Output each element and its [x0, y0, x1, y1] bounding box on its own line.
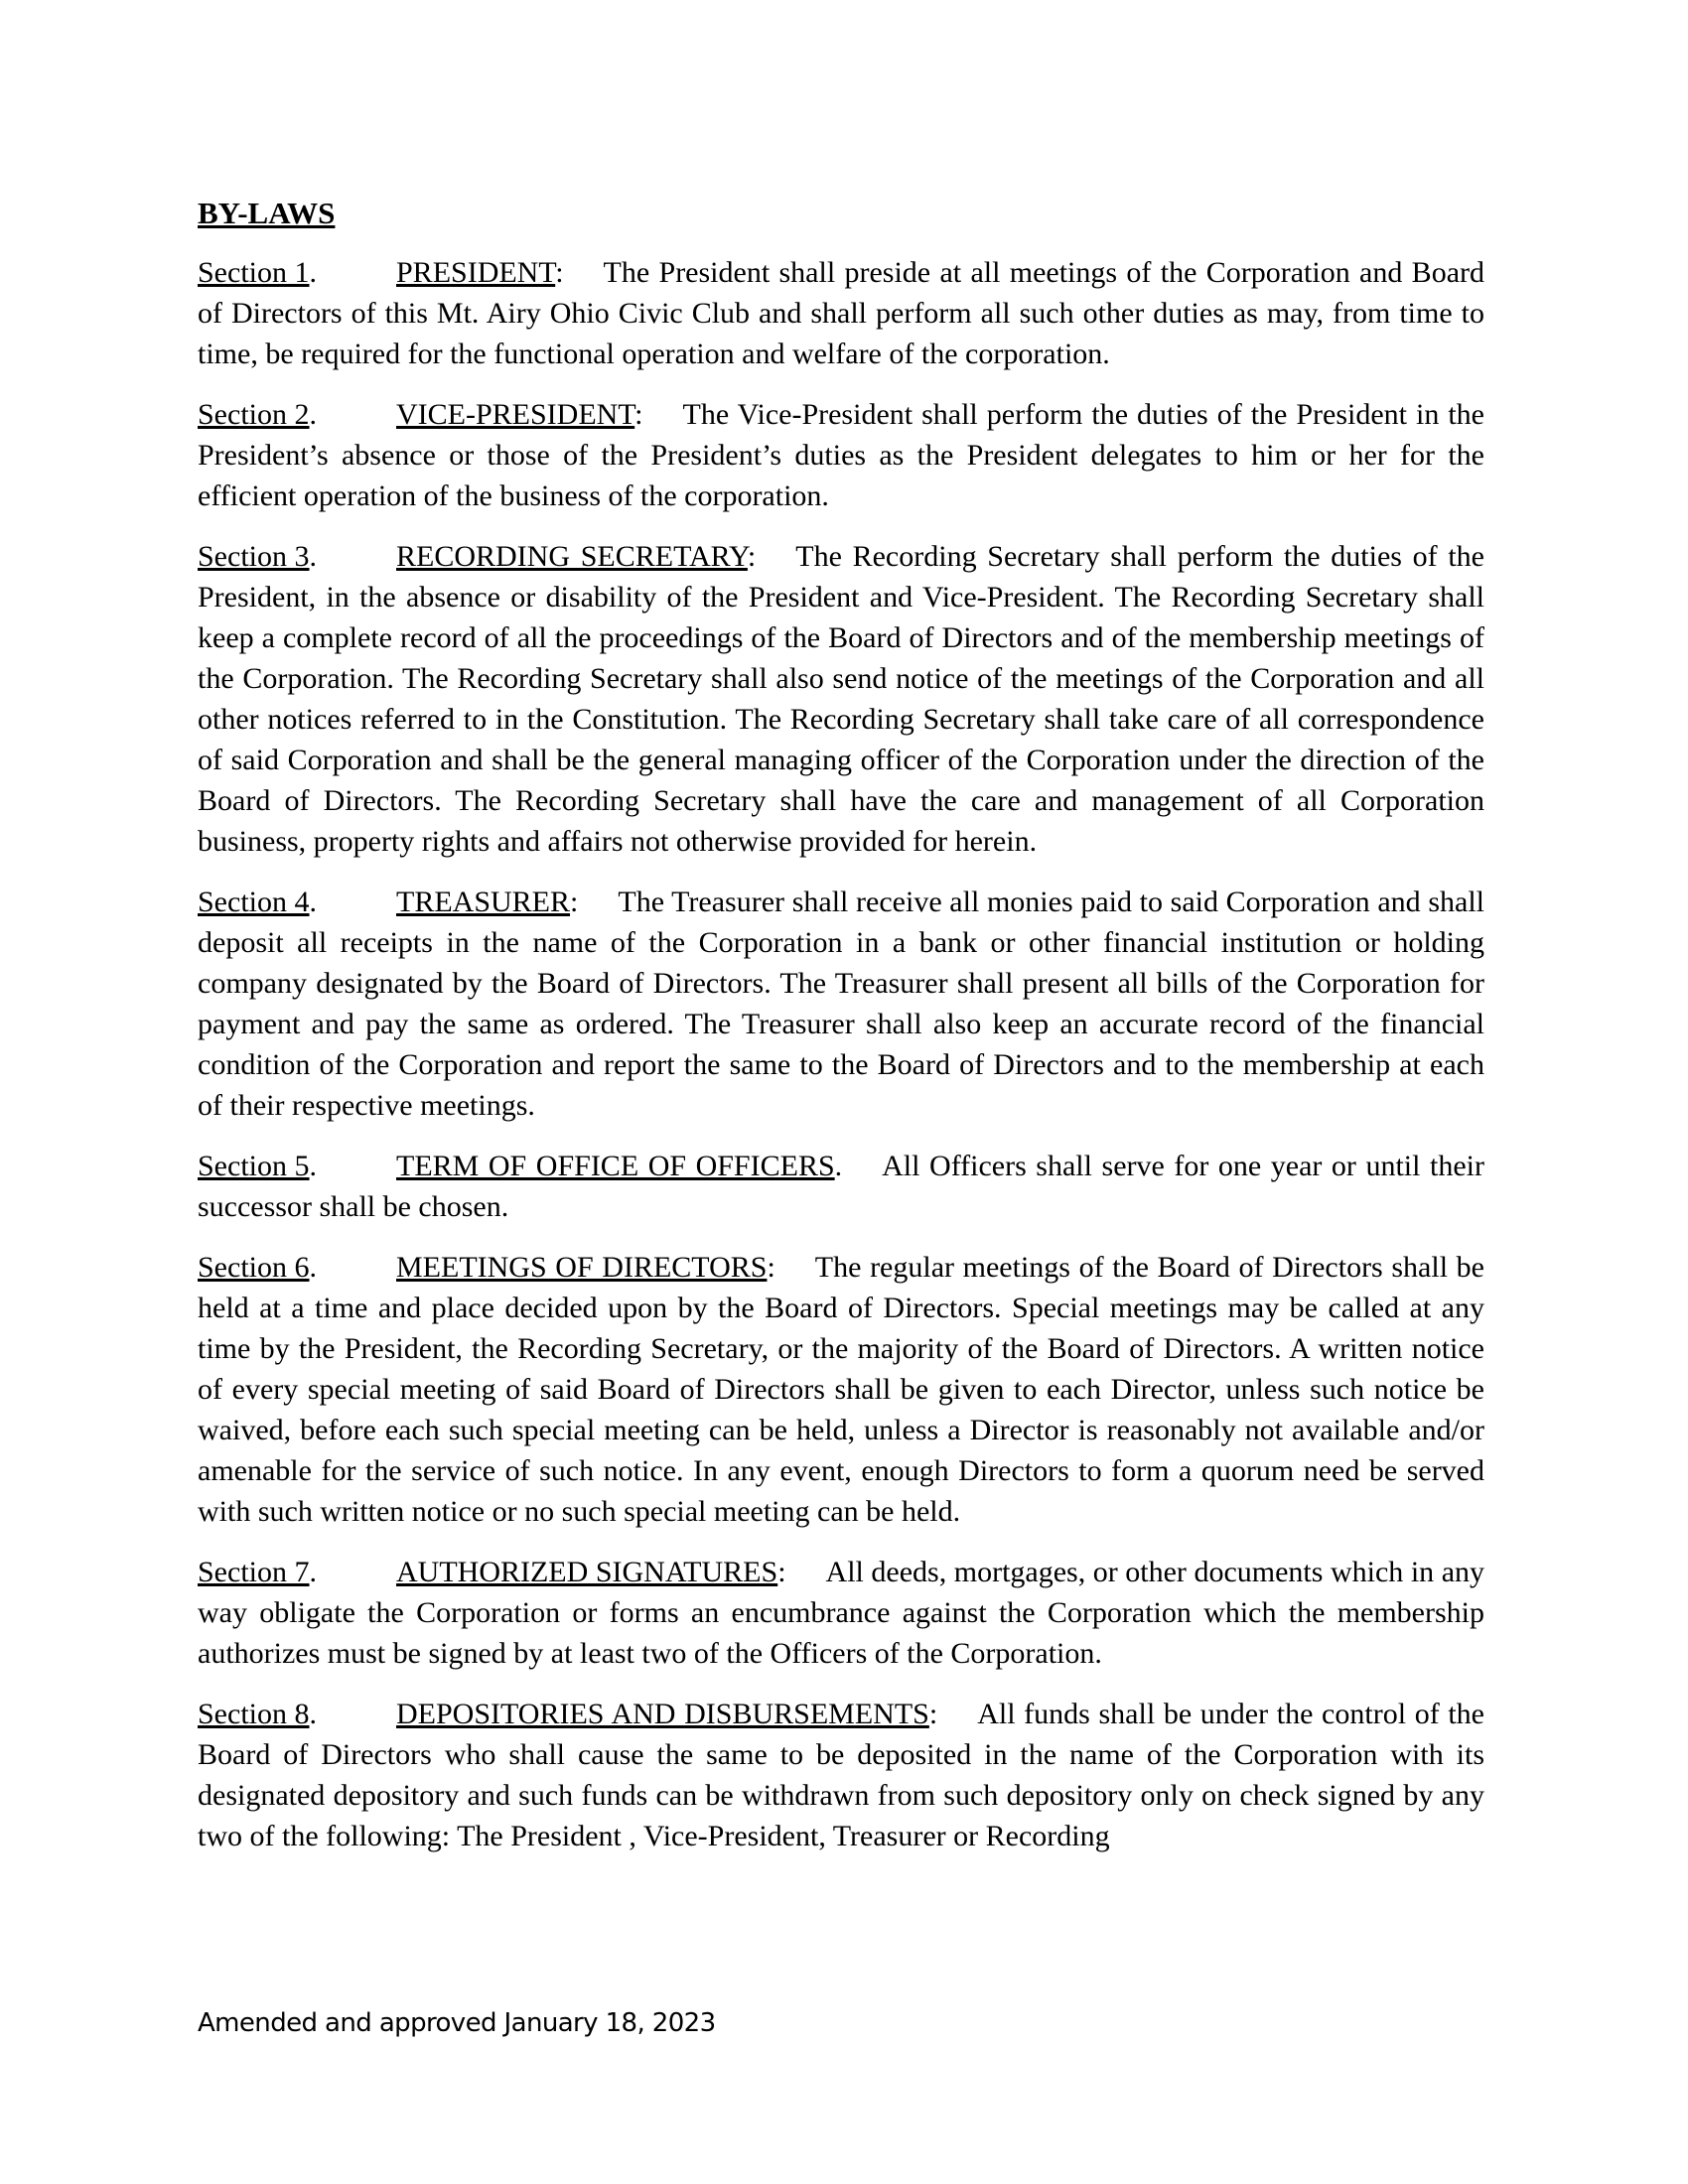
section-2: Section 2. VICE-PRESIDENT: The Vice-President shall perform the duties of the President in the President’s absence or those of the President’s duties as the President delegates to him or her for the efficient operation of the business of the corporation. — [198, 398, 1484, 512]
footer-amendment-note: Amended and approved January 18, 2023 — [198, 2008, 716, 2038]
section-heading: RECORDING SECRETARY — [396, 540, 748, 573]
section-body: The Vice-President shall perform the duties of the President in the President’s absence or those of the President’s duties as the President delegates to him or her for the efficient operation of the business of the corporation. — [198, 398, 1484, 512]
section-separator: : — [570, 886, 579, 918]
section-heading: VICE-PRESIDENT — [396, 398, 635, 431]
section-separator: : — [634, 398, 643, 431]
section-separator: : — [747, 540, 757, 573]
section-separator: : — [555, 256, 564, 289]
section-7: Section 7. AUTHORIZED SIGNATURES: All deeds, mortgages, or other documents which in any way obligate the Corporation or forms an encumbrance against the Corporation which the membership authorizes must be signed by at least two of the Officers of the Corporation. — [198, 1556, 1485, 1670]
section-number: Section 7 — [198, 1556, 310, 1588]
section-6: Section 6. MEETINGS OF DIRECTORS: The regular meetings of the Board of Directors shall be held at a time and place decided upon by the Board of Directors. Special meetings may be called at any time by the President, the Recording Secretary, or the majority of the Board of Directors. A written notice of every special meeting of said Board of Directors shall be given to each Director, unless such notice be waived, before each such special meeting can be held, unless a Director is reasonably not available and/or amenable for the service of such notice. In any event, enough Directors to form a quorum need be served with such written notice or no such special meeting can be held. — [198, 1251, 1484, 1528]
section-number: Section 4 — [198, 886, 310, 918]
section-5: Section 5. TERM OF OFFICE OF OFFICERS. All Officers shall serve for one year or until their successor shall be chosen. — [198, 1150, 1484, 1223]
section-heading: DEPOSITORIES AND DISBURSEMENTS — [396, 1698, 929, 1730]
section-body: The regular meetings of the Board of Directors shall be held at a time and place decided upon by the Board of Directors. Special meetings may be called at any time by the President, the Recording Secretary, or the majority of the Board of Directors. A written notice of every special meeting of said Board of Directors shall be given to each Director, unless such notice be waived, before each such special meeting can be held, unless a Director is reasonably not available and/or amenable for the service of such notice. In any event, enough Directors to form a quorum need be served with such written notice or no such special meeting can be held. — [198, 1251, 1484, 1528]
document-page — [198, 195, 1484, 1876]
section-separator: : — [777, 1556, 786, 1588]
section-heading: TREASURER — [396, 886, 571, 918]
section-number: Section 1 — [198, 256, 310, 289]
section-number: Section 8 — [198, 1698, 310, 1730]
section-1: Section 1. PRESIDENT: The President shall preside at all meetings of the Corporation and Board of Directors of this Mt. Airy Ohio Civic Club and shall perform all such other duties as may, from time to time, be required for the functional operation and welfare of the corporation. — [198, 256, 1484, 370]
section-separator: : — [928, 1698, 938, 1730]
section-number: Section 3 — [198, 540, 310, 573]
section-body: The Recording Secretary shall perform the duties of the President, in the absence or disability of the President and Vice-President. The Recording Secretary shall keep a complete record of all the proceedings of the Board of Directors and of the membership meetings of the Corporation. The Recording Secretary shall also send notice of the meetings of the Corporation and all other notices referred to in the Constitution. The Recording Secretary shall take care of all correspondence of said Corporation and shall be the general managing officer of the Corporation under the direction of the Board of Directors. The Recording Secretary shall have the care and management of all Corporation business, property rights and affairs not otherwise provided for herein. — [198, 540, 1484, 858]
section-heading: TERM OF OFFICE OF OFFICERS — [396, 1150, 835, 1182]
section-body: All Officers shall serve for one year or until their successor shall be chosen. — [198, 1150, 1484, 1223]
section-number: Section 6 — [198, 1251, 310, 1284]
section-8: Section 8. DEPOSITORIES AND DISBURSEMENTS: All funds shall be under the control of the Board of Directors who shall cause the same to be deposited in the name of the Corporation with its designated depository and such funds can be withdrawn from such depository only on check signed by any two of the following: The President , Vice-President, Treasurer or Recording — [198, 1698, 1484, 1852]
section-body: The Treasurer shall receive all monies paid to said Corporation and shall deposit all receipts in the name of the Corporation in a bank or other financial institution or holding company designated by the Board of Directors. The Treasurer shall present all bills of the Corporation for payment and pay the same as ordered. The Treasurer shall also keep an accurate record of the financial condition of the Corporation and report the same to the Board of Directors and to the membership at each of their respective meetings. — [198, 886, 1484, 1122]
document-title: BY-LAWS — [198, 196, 336, 230]
section-body: All deeds, mortgages, or other documents which in any way obligate the Corporation or forms an encumbrance against the Corporation which the membership authorizes must be signed by at least two of the Officers of the Corporation. — [198, 1556, 1485, 1670]
section-body: All funds shall be under the control of the Board of Directors who shall cause the same to be deposited in the name of the Corporation with its designated depository and such funds can be withdrawn from such depository only on check signed by any two of the following: The President , Vice-President, Treasurer or Recording — [198, 1698, 1484, 1852]
section-separator: . — [834, 1150, 843, 1182]
section-3: Section 3. RECORDING SECRETARY: The Recording Secretary shall perform the duties of the President, in the absence or disability of the President and Vice-President. The Recording Secretary shall keep a complete record of all the proceedings of the Board of Directors and of the membership meetings of the Corporation. The Recording Secretary shall also send notice of the meetings of the Corporation and all other notices referred to in the Constitution. The Recording Secretary shall take care of all correspondence of said Corporation and shall be the general managing officer of the Corporation under the direction of the Board of Directors. The Recording Secretary shall have the care and management of all Corporation business, property rights and affairs not otherwise provided for herein. — [198, 540, 1484, 858]
section-number: Section 2 — [198, 398, 310, 431]
section-separator: : — [767, 1251, 775, 1284]
section-heading: PRESIDENT — [396, 256, 556, 289]
section-4: Section 4. TREASURER: The Treasurer shall receive all monies paid to said Corporation and shall deposit all receipts in the name of the Corporation in a bank or other financial institution or holding company designated by the Board of Directors. The Treasurer shall present all bills of the Corporation for payment and pay the same as ordered. The Treasurer shall also keep an accurate record of the financial condition of the Corporation and report the same to the Board of Directors and to the membership at each of their respective meetings. — [198, 886, 1484, 1122]
section-body: The President shall preside at all meetings of the Corporation and Board of Directors of this Mt. Airy Ohio Civic Club and shall perform all such other duties as may, from time to time, be required for the functional operation and welfare of the corporation. — [198, 256, 1484, 370]
section-number: Section 5 — [198, 1150, 310, 1182]
section-heading: MEETINGS OF DIRECTORS — [396, 1251, 768, 1284]
section-heading: AUTHORIZED SIGNATURES — [396, 1556, 778, 1588]
